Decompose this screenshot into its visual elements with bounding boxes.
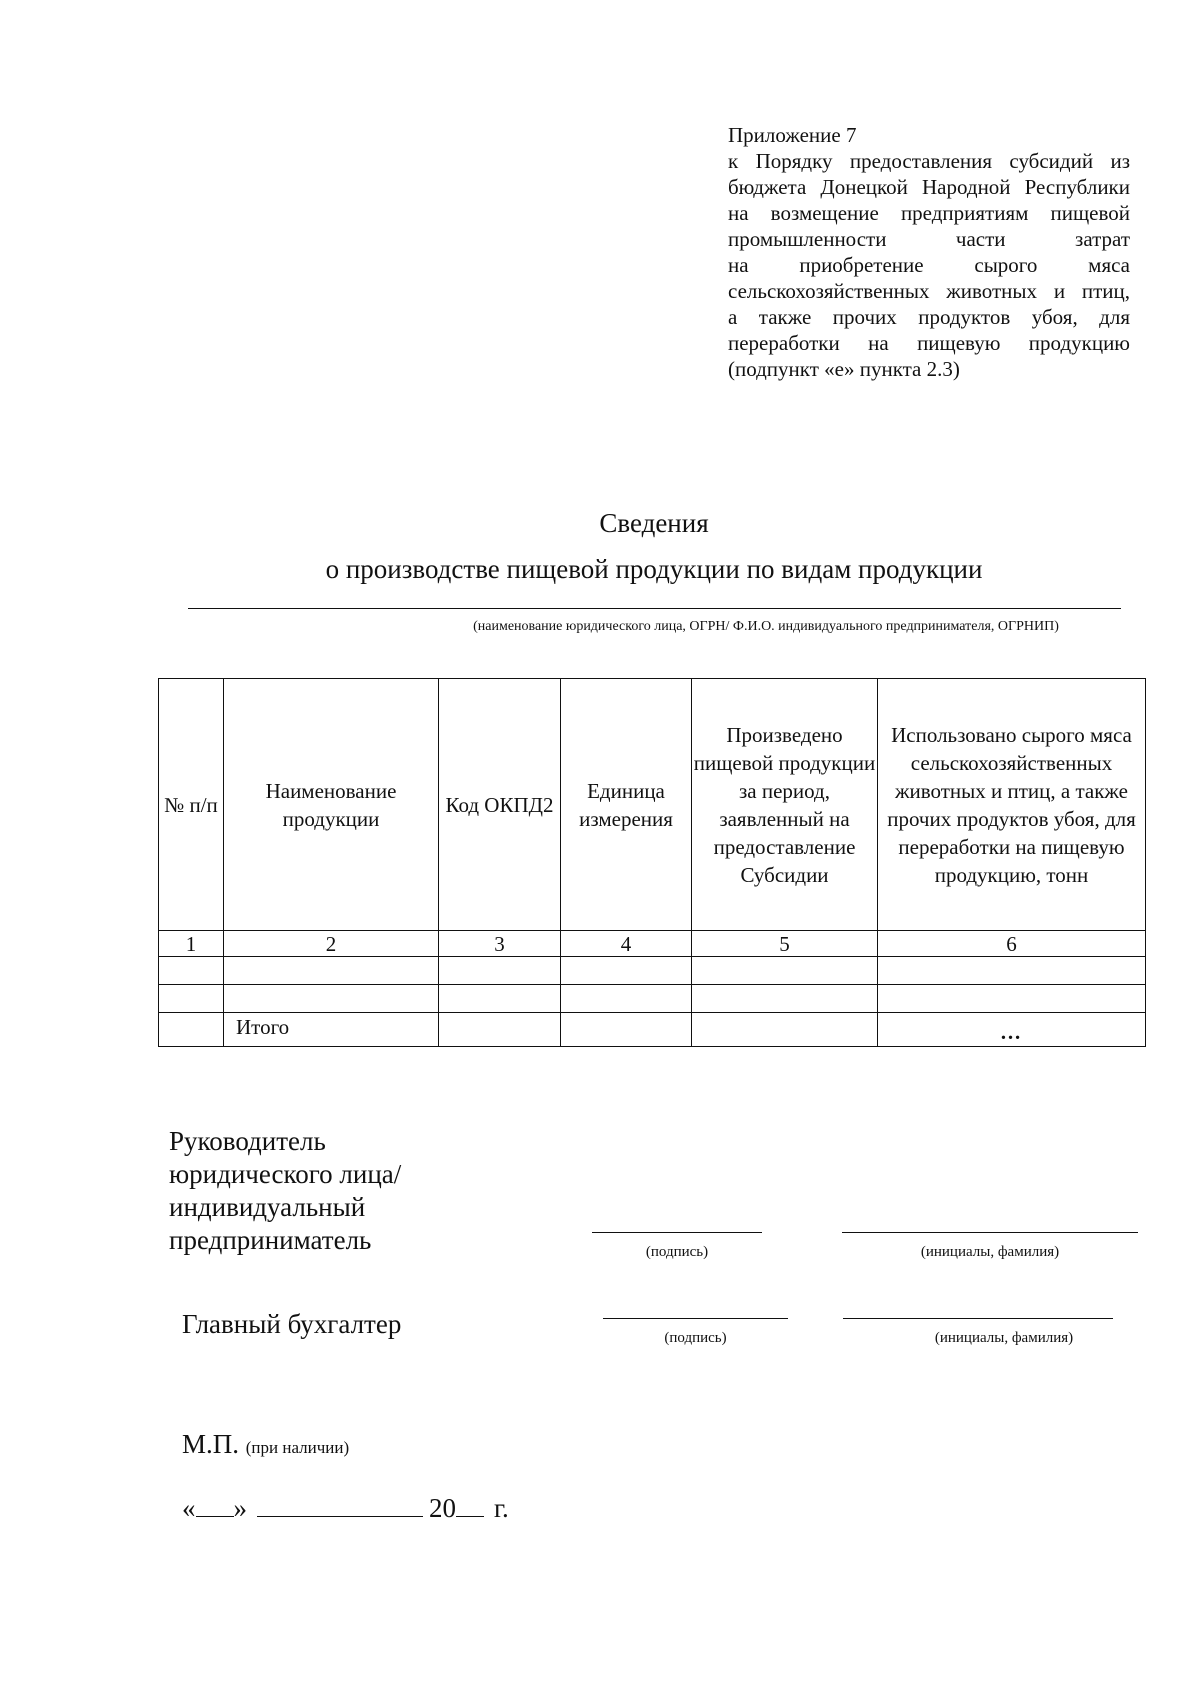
- table-cell[interactable]: [224, 957, 439, 985]
- date-year-field[interactable]: [456, 1492, 484, 1517]
- appendix-line: а также прочих продуктов убоя, для: [728, 305, 1130, 329]
- table-cell[interactable]: [692, 1013, 878, 1047]
- head-title-line: Руководитель: [169, 1126, 326, 1156]
- header-produced: Произведено пищевой продукции за период, заявленный на предоставление Субсидии: [692, 679, 878, 931]
- table-column-numbers-row: [159, 931, 1146, 957]
- header-okpd2-code: Код ОКПД2: [439, 679, 561, 931]
- date-year-suffix: г.: [494, 1493, 509, 1523]
- date-day-field[interactable]: [196, 1492, 234, 1517]
- appendix-title: Приложение 7: [728, 123, 857, 147]
- accountant-name-field[interactable]: [843, 1318, 1113, 1319]
- appendix-line: сельскохозяйственных животных и птиц,: [728, 279, 1130, 303]
- header-number: № п/п: [159, 679, 224, 931]
- head-name-caption: (инициалы, фамилия): [920, 1244, 1060, 1260]
- header-unit: Единица измерения: [561, 679, 692, 931]
- table-cell[interactable]: [561, 1013, 692, 1047]
- table-cell[interactable]: [439, 1013, 561, 1047]
- date-field: [182, 1492, 509, 1524]
- table-cell[interactable]: [159, 1013, 224, 1047]
- table-cell[interactable]: [159, 985, 224, 1013]
- accountant-name-caption: (инициалы, фамилия): [934, 1330, 1074, 1346]
- table-cell[interactable]: [439, 957, 561, 985]
- head-name-field[interactable]: [842, 1232, 1138, 1233]
- date-year-prefix: 20: [429, 1493, 456, 1523]
- appendix-line: на приобретение сырого мяса: [728, 253, 1130, 277]
- table-header-row: [159, 679, 1146, 931]
- column-number: 1: [159, 931, 224, 957]
- document-title: Сведения: [599, 508, 709, 538]
- entity-name-field[interactable]: [188, 608, 1121, 609]
- table-cell[interactable]: [224, 985, 439, 1013]
- column-number: 3: [439, 931, 561, 957]
- date-open-quote: «: [182, 1493, 196, 1523]
- table-cell[interactable]: [561, 985, 692, 1013]
- stamp-place: [182, 1429, 349, 1460]
- entity-name-caption: (наименование юридического лица, ОГРН/ Ф.И.О. индивидуального предпринимателя, ОГРНИП): [473, 619, 1059, 634]
- column-number: 2: [224, 931, 439, 957]
- date-month-field[interactable]: [257, 1492, 423, 1517]
- column-number: 4: [561, 931, 692, 957]
- table-cell[interactable]: [878, 957, 1146, 985]
- table-total-row: [159, 1013, 1146, 1047]
- production-table: [158, 678, 1146, 1047]
- table-cell[interactable]: [561, 957, 692, 985]
- stamp-label: М.П.: [182, 1429, 240, 1459]
- head-title: [169, 1125, 401, 1257]
- appendix-line: промышленности части затрат: [728, 227, 1130, 251]
- appendix-line: на возмещение предприятиям пищевой: [728, 201, 1130, 225]
- column-number: 6: [878, 931, 1146, 957]
- head-title-line: индивидуальный: [169, 1192, 366, 1222]
- table-cell[interactable]: [692, 985, 878, 1013]
- header-product-name: Наименование продукции: [224, 679, 439, 931]
- appendix-line: бюджета Донецкой Народной Республики: [728, 175, 1130, 199]
- table-row: [159, 985, 1146, 1013]
- appendix-text: [728, 148, 1130, 382]
- appendix-line: переработки на пищевую продукцию: [728, 331, 1130, 355]
- accountant-signature-caption: (подпись): [664, 1330, 727, 1346]
- appendix-block: [728, 122, 1130, 382]
- accountant-signature-field[interactable]: [603, 1318, 788, 1319]
- head-title-line: предприниматель: [169, 1225, 372, 1255]
- total-label: Итого: [224, 1013, 439, 1047]
- document-subtitle: о производстве пищевой продукции по видам продукции: [325, 554, 983, 584]
- column-number: 5: [692, 931, 878, 957]
- table-row: [159, 957, 1146, 985]
- appendix-line: (подпункт «е» пункта 2.3): [728, 357, 960, 381]
- total-value: …: [878, 1013, 1146, 1047]
- chief-accountant-title: Главный бухгалтер: [182, 1309, 402, 1339]
- head-title-line: юридического лица/: [169, 1159, 402, 1189]
- table-cell[interactable]: [692, 957, 878, 985]
- head-signature-caption: (подпись): [645, 1244, 709, 1260]
- header-raw-meat-used: Использовано сырого мяса сельскохозяйственных животных и птиц, а также прочих продуктов убоя, для переработки на пищевую продукцию, тонн: [878, 679, 1146, 931]
- head-signature-field[interactable]: [592, 1232, 762, 1233]
- stamp-note: (при наличии): [245, 1438, 350, 1457]
- table-cell[interactable]: [159, 957, 224, 985]
- appendix-line: к Порядку предоставления субсидий из: [728, 149, 1130, 173]
- table-cell[interactable]: [439, 985, 561, 1013]
- date-close-quote: »: [233, 1493, 247, 1523]
- table-cell[interactable]: [878, 985, 1146, 1013]
